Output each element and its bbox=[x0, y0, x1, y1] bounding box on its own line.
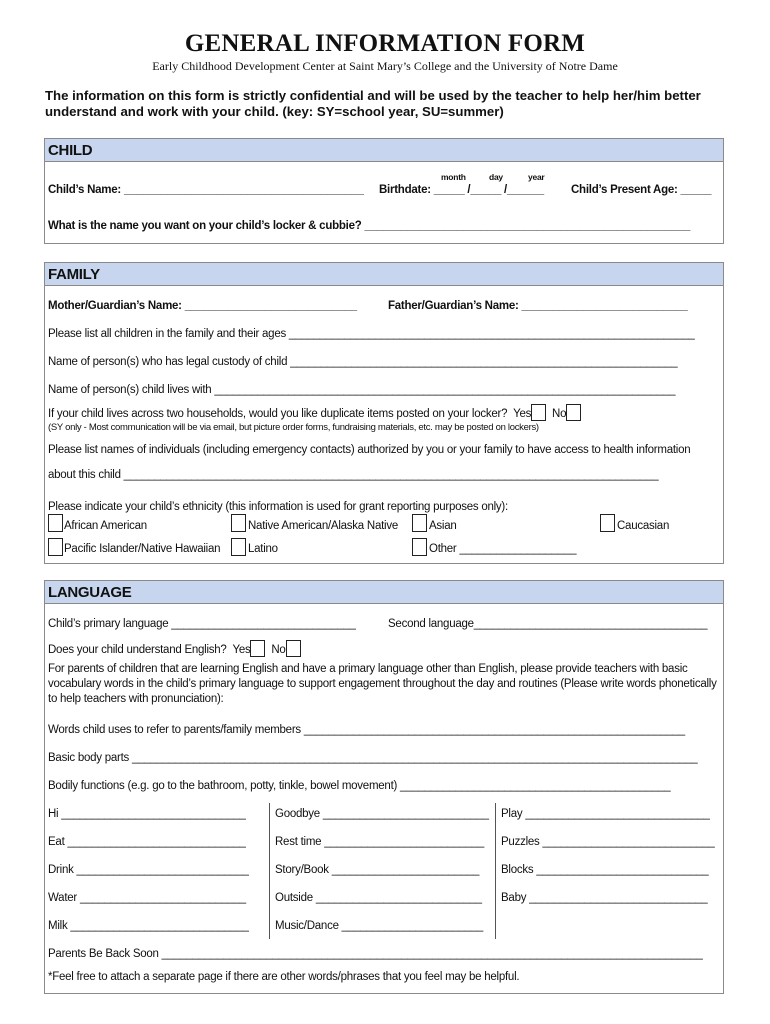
vocab-column-divider-1 bbox=[269, 803, 270, 939]
english-no-label: No bbox=[271, 644, 286, 656]
english-no-checkbox[interactable] bbox=[286, 640, 301, 657]
english-yes-checkbox[interactable] bbox=[250, 640, 265, 657]
child-heading: CHILD bbox=[45, 139, 723, 162]
vocab-column-divider-2 bbox=[495, 803, 496, 939]
form-title: GENERAL INFORMATION FORM bbox=[184, 30, 586, 57]
intro-text: The information on this form is strictly confidential and will be used by the teacher to help her/him better understand and work with your child. (key: SY=school year, SU=summer) bbox=[45, 88, 701, 119]
about-child-field[interactable]: about this child _______________________________________________________________________________________ bbox=[48, 469, 659, 481]
birthdate-day-hint: day bbox=[489, 172, 503, 182]
african-american-checkbox[interactable] bbox=[48, 514, 63, 532]
primary-language-field[interactable]: Child’s primary language ______________________________ bbox=[48, 618, 356, 630]
vocab-story-book-field[interactable]: Story/Book ________________________ bbox=[275, 864, 480, 876]
african-american-label: African American bbox=[64, 520, 147, 532]
birthdate-month-hint: month bbox=[441, 172, 466, 182]
pacific-islander-checkbox[interactable] bbox=[48, 538, 63, 556]
vocab-blocks-field[interactable]: Blocks ____________________________ bbox=[501, 864, 709, 876]
english-yes-label: Yes bbox=[232, 644, 251, 656]
family-words-field[interactable]: Words child uses to refer to parents/family members ______________________________________________________________ bbox=[48, 724, 685, 736]
latino-checkbox[interactable] bbox=[231, 538, 246, 556]
vocab-eat-field[interactable]: Eat _____________________________ bbox=[48, 836, 246, 848]
sy-note: (SY only - Most communication will be via email, but picture order forms, fundraising materials, etc. may be posted on lockers) bbox=[48, 422, 539, 433]
family-section bbox=[44, 262, 724, 564]
vocab-music-dance-field[interactable]: Music/Dance _______________________ bbox=[275, 920, 484, 932]
family-heading: FAMILY bbox=[45, 263, 723, 286]
form-subtitle: Early Childhood Development Center at Saint Mary’s College and the University of Notre Dame bbox=[152, 59, 618, 73]
duplicate-no-label: No bbox=[552, 408, 567, 420]
vocab-drink-field[interactable]: Drink ____________________________ bbox=[48, 864, 249, 876]
native-american-checkbox[interactable] bbox=[231, 514, 246, 532]
understand-english-question bbox=[48, 640, 301, 657]
children-ages-field[interactable]: Please list all children in the family and their ages __________________________________________________________________ bbox=[48, 328, 695, 340]
other-ethnicity-checkbox[interactable] bbox=[412, 538, 427, 556]
second-language-field[interactable]: Second language______________________________________ bbox=[388, 618, 708, 630]
vocab-play-field[interactable]: Play ______________________________ bbox=[501, 808, 710, 820]
vocab-milk-field[interactable]: Milk _____________________________ bbox=[48, 920, 249, 932]
language-section bbox=[44, 580, 724, 994]
native-american-label: Native American/Alaska Native bbox=[248, 520, 398, 532]
duplicate-no-checkbox[interactable] bbox=[566, 404, 581, 421]
caucasian-label: Caucasian bbox=[617, 520, 670, 532]
vocab-water-field[interactable]: Water ___________________________ bbox=[48, 892, 246, 904]
duplicate-yes-label: Yes bbox=[513, 408, 532, 420]
body-parts-field[interactable]: Basic body parts ____________________________________________________________________________________________ bbox=[48, 752, 698, 764]
parents-back-soon-field[interactable]: Parents Be Back Soon ________________________________________________________________________________________ bbox=[48, 948, 703, 960]
legal-custody-field[interactable]: Name of person(s) who has legal custody of child _______________________________________________________________ bbox=[48, 356, 678, 368]
duplicate-yes-checkbox[interactable] bbox=[531, 404, 546, 421]
vocab-baby-field[interactable]: Baby _____________________________ bbox=[501, 892, 708, 904]
caucasian-checkbox[interactable] bbox=[600, 514, 615, 532]
footnote: *Feel free to attach a separate page if there are other words/phrases that you feel may be helpful. bbox=[48, 971, 520, 983]
mother-name-field[interactable]: Mother/Guardian’s Name: ____________________________ bbox=[48, 300, 357, 312]
vocab-rest-time-field[interactable]: Rest time __________________________ bbox=[275, 836, 485, 848]
father-name-field[interactable]: Father/Guardian’s Name: ___________________________ bbox=[388, 300, 688, 312]
duplicate-items-question bbox=[48, 404, 581, 421]
vocab-outside-field[interactable]: Outside ___________________________ bbox=[275, 892, 482, 904]
parents-note: For parents of children that are learning English and have a primary language other than English, please provide teachers with basic vocabulary words in the child’s primary language to support engagement throughout the day and routines (Please write words phonetically to help teachers with pronunciation): bbox=[48, 663, 717, 705]
households-question-text: If your child lives across two households, would you like duplicate items posted on your locker? bbox=[48, 408, 508, 420]
locker-name-field[interactable]: What is the name you want on your child’s locker & cubbie? _____________________________________________________ bbox=[48, 220, 691, 232]
child-lives-with-field[interactable]: Name of person(s) child lives with ___________________________________________________________________________ bbox=[48, 384, 676, 396]
authorized-individuals-label: Please list names of individuals (including emergency contacts) authorized by you or your family to have access to health information bbox=[48, 444, 691, 456]
pacific-islander-label: Pacific Islander/Native Hawaiian bbox=[64, 543, 221, 555]
other-ethnicity-field[interactable]: Other ___________________ bbox=[429, 543, 577, 555]
ethnicity-label: Please indicate your child’s ethnicity (this information is used for grant reporting purposes only): bbox=[48, 501, 508, 513]
language-heading: LANGUAGE bbox=[45, 581, 723, 604]
vocab-goodbye-field[interactable]: Goodbye ___________________________ bbox=[275, 808, 489, 820]
child-section bbox=[44, 138, 724, 244]
bodily-functions-field[interactable]: Bodily functions (e.g. go to the bathroom, potty, tinkle, bowel movement) ____________________________________________ bbox=[48, 780, 671, 792]
latino-label: Latino bbox=[248, 543, 278, 555]
birthdate-field[interactable]: Birthdate: _____ /_____ /______ bbox=[379, 184, 544, 196]
vocab-hi-field[interactable]: Hi ______________________________ bbox=[48, 808, 246, 820]
vocab-puzzles-field[interactable]: Puzzles ____________________________ bbox=[501, 836, 715, 848]
asian-checkbox[interactable] bbox=[412, 514, 427, 532]
understand-english-text: Does your child understand English? bbox=[48, 644, 227, 656]
child-age-field[interactable]: Child’s Present Age: _____ bbox=[571, 184, 712, 196]
asian-label: Asian bbox=[429, 520, 457, 532]
birthdate-year-hint: year bbox=[528, 172, 545, 182]
child-name-field[interactable]: Child’s Name: _______________________________________ bbox=[48, 184, 364, 196]
